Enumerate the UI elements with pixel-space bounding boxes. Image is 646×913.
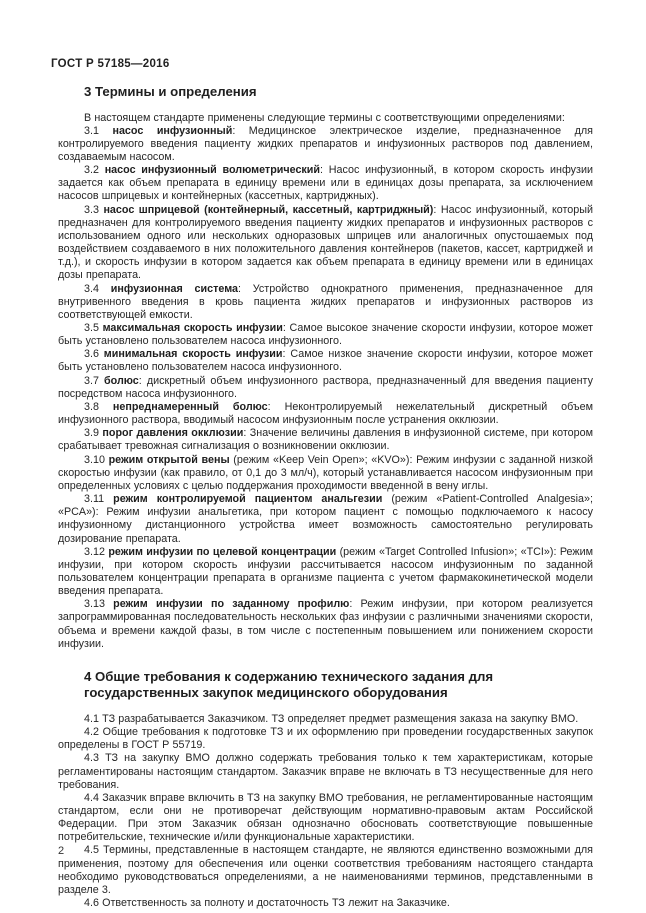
term-name: режим инфузии по заданному профилю — [113, 598, 350, 611]
section-heading: 4 Общие требования к содержанию технического задания для государственных закупок медицинского оборудования — [84, 668, 494, 701]
section — [58, 84, 593, 651]
text-segment: 3.9 — [84, 427, 103, 440]
paragraph — [58, 713, 593, 726]
paragraph — [58, 348, 593, 374]
term-name: болюс — [104, 374, 139, 387]
term-name: режим открытой вены — [108, 453, 230, 466]
term-name: режим инфузии по целевой концентрации — [108, 545, 337, 558]
term-name: насос инфузионный — [112, 124, 233, 137]
text-segment: 3.7 — [84, 374, 104, 387]
paragraph — [58, 752, 593, 791]
text-segment: (режим «Target Controlled Infusion»; «TCI»): Режим инфузии, при котором скорость инфузии рассчитывается насосом инфузионным по заданной пользователем концентрации препарата в организме пациента с учетом фармакокинетической модели введения препарата. — [58, 545, 593, 598]
text-segment: 3.10 — [84, 453, 109, 466]
section — [58, 669, 593, 910]
text-segment: 3.4 — [84, 282, 111, 295]
term-name: порог давления окклюзии — [102, 427, 244, 440]
paragraph — [58, 283, 593, 322]
text-segment: : Неконтролируемый нежелательный дискретный объем инфузионного раствора, вводимый насосом инфузионным после устранения окклюзии. — [58, 400, 594, 427]
text-segment: : Устройство однократного применения, предназначенное для внутривенного введения в кровь пациента жидких препаратов и инфузионных растворов из соответствующей емкости. — [58, 282, 593, 321]
text-segment: : Самое низкое значение скорости инфузии, которое может быть установлено пользователем насоса инфузионного. — [58, 348, 593, 374]
text-segment: : Насос инфузионный, в котором скорость инфузии задается как объем препарата в единицу времени или в единицах дозы препарата, за исключением насосов шприцевых и контейнерных (кассетных, картриджных). — [58, 164, 593, 203]
text-segment: 4.3 ТЗ на закупку ВМО должно содержать требования только к тем характеристикам, которые регламентированы настоящим стандартом. Заказчик вправе не включать в ТЗ несущественные для него требования. — [58, 752, 593, 791]
term-name: непреднамеренный болюс — [112, 400, 268, 413]
running-header: ГОСТ Р 57185—2016 — [51, 58, 170, 70]
section-heading: 3 Термины и определения — [84, 84, 257, 99]
text-segment: 3.2 — [84, 164, 105, 177]
term-name: насос инфузионный волюметрический — [104, 164, 321, 177]
text-segment: : Режим инфузии, при котором реализуется запрограммированная последовательность нескольких фаз инфузии с различными значениями скорости, объема и времени каждой фазы, в том числе с постепенным повышением или понижением скорости инфузии. — [58, 598, 593, 650]
paragraph — [58, 598, 593, 651]
text-segment: 4.2 Общие требования к подготовке ТЗ и их оформлению при проведении государственных закупок определены в ГОСТ Р 55719. — [58, 726, 593, 752]
text-segment: (режим «Patient-Controlled Analgesia»; «PCA»): Режим инфузии анальгетика, при котором пациент с помощью подключаемого к насосу инфузионному дистанционного устройства имеет возможность самостоятельно регулировать дозирование препарата. — [58, 493, 594, 545]
term-name: режим контролируемой пациентом анальгезии — [113, 493, 383, 506]
document-body — [51, 84, 593, 910]
text-segment: : Насос инфузионный, который предназначен для контролируемого введения пациенту жидких препаратов и инфузионных растворов с использованием одного или нескольких одноразовых шприцев или аналогичных опустошаемых под воздействием создаваемого в них положительного давления контейнеров (пакетов, кассет, картриджей и т.д.), и скорость инфузии в котором задается как объем препарата в единицу времени или в единицах дозы препарата. — [58, 203, 593, 282]
text-segment: 4.1 ТЗ разрабатывается Заказчиком. ТЗ определяет предмет размещения заказа на закупку ВМО. — [84, 712, 579, 725]
text-segment: 4.6 Ответственность за полноту и достаточность ТЗ лежит на Заказчике. — [84, 897, 450, 910]
term-name: инфузионная система — [110, 282, 238, 295]
term-name: насос шприцевой (контейнерный, кассетный, картриджный) — [103, 203, 434, 216]
text-segment: 4.4 Заказчик вправе включить в ТЗ на закупку ВМО требования, не регламентированные настоящим стандартом, если они не противоречат действующим нормативно-правовым актам Российской Федерации. При этом Заказчик обязан однозначно обосновать соответствующие повышенные потребительские, технические и/или функциональные характеристики. — [58, 791, 593, 844]
text-segment: 3.11 — [84, 493, 114, 506]
paragraph — [58, 204, 593, 283]
page-number: 2 — [58, 845, 65, 857]
text-segment: В настоящем стандарте применены следующие термины с соответствующими определениями: — [84, 111, 565, 124]
term-name: минимальная скорость инфузии — [103, 348, 283, 361]
paragraph — [58, 427, 593, 453]
paragraph — [58, 322, 593, 348]
text-segment: : Самое высокое значение скорости инфузии, которое может быть установлено пользователем насоса инфузионного. — [58, 322, 593, 348]
paragraph — [58, 375, 593, 401]
text-segment: 3.3 — [84, 203, 104, 216]
text-segment: : Медицинское электрическое изделие, предназначенное для контролируемого введения пациенту жидких препаратов и инфузионных растворов под давлением, создаваемым насосом. — [58, 124, 593, 163]
text-segment: : Значение величины давления в инфузионной системе, при котором срабатывает тревожная сигнализация о возникновении окклюзии. — [58, 427, 593, 453]
paragraph — [58, 112, 593, 125]
paragraph — [58, 726, 593, 752]
text-segment: 3.8 — [84, 400, 113, 413]
text-segment: 3.12 — [84, 545, 109, 558]
paragraph — [58, 401, 593, 427]
paragraph — [58, 844, 593, 897]
page-content — [51, 58, 593, 910]
paragraph — [58, 792, 593, 845]
paragraph — [58, 164, 593, 203]
paragraph — [58, 454, 593, 493]
text-segment: 3.13 — [84, 598, 114, 611]
text-segment: 3.6 — [84, 348, 104, 361]
text-segment: 3.5 — [84, 322, 103, 334]
text-segment: 4.5 Термины, представленные в настоящем стандарте, не являются единственно возможными для применения, поэтому для обеспечения или оценки соответствия требованиям настоящего стандарта необходимо руководствоваться определениями, а не наименованиями терминов, представленными в разделе 3. — [58, 844, 593, 896]
text-segment: 3.1 — [84, 124, 113, 137]
paragraph — [58, 125, 593, 164]
paragraph — [58, 897, 593, 910]
paragraph — [58, 546, 593, 599]
text-segment: : дискретный объем инфузионного раствора, предназначенный для введения пациенту посредством насоса инфузионного. — [58, 374, 593, 400]
paragraph — [58, 493, 593, 546]
text-segment: (режим «Keep Vein Open»; «KVO»): Режим инфузии с заданной низкой скоростью инфузии (как правило, от 0,1 до 3 мл/ч), который устанавливается насосом инфузионным при определенных условиях с целью поддержания проходимости введенной в вену иглы. — [58, 453, 593, 492]
term-name: максимальная скорость инфузии — [102, 322, 283, 334]
